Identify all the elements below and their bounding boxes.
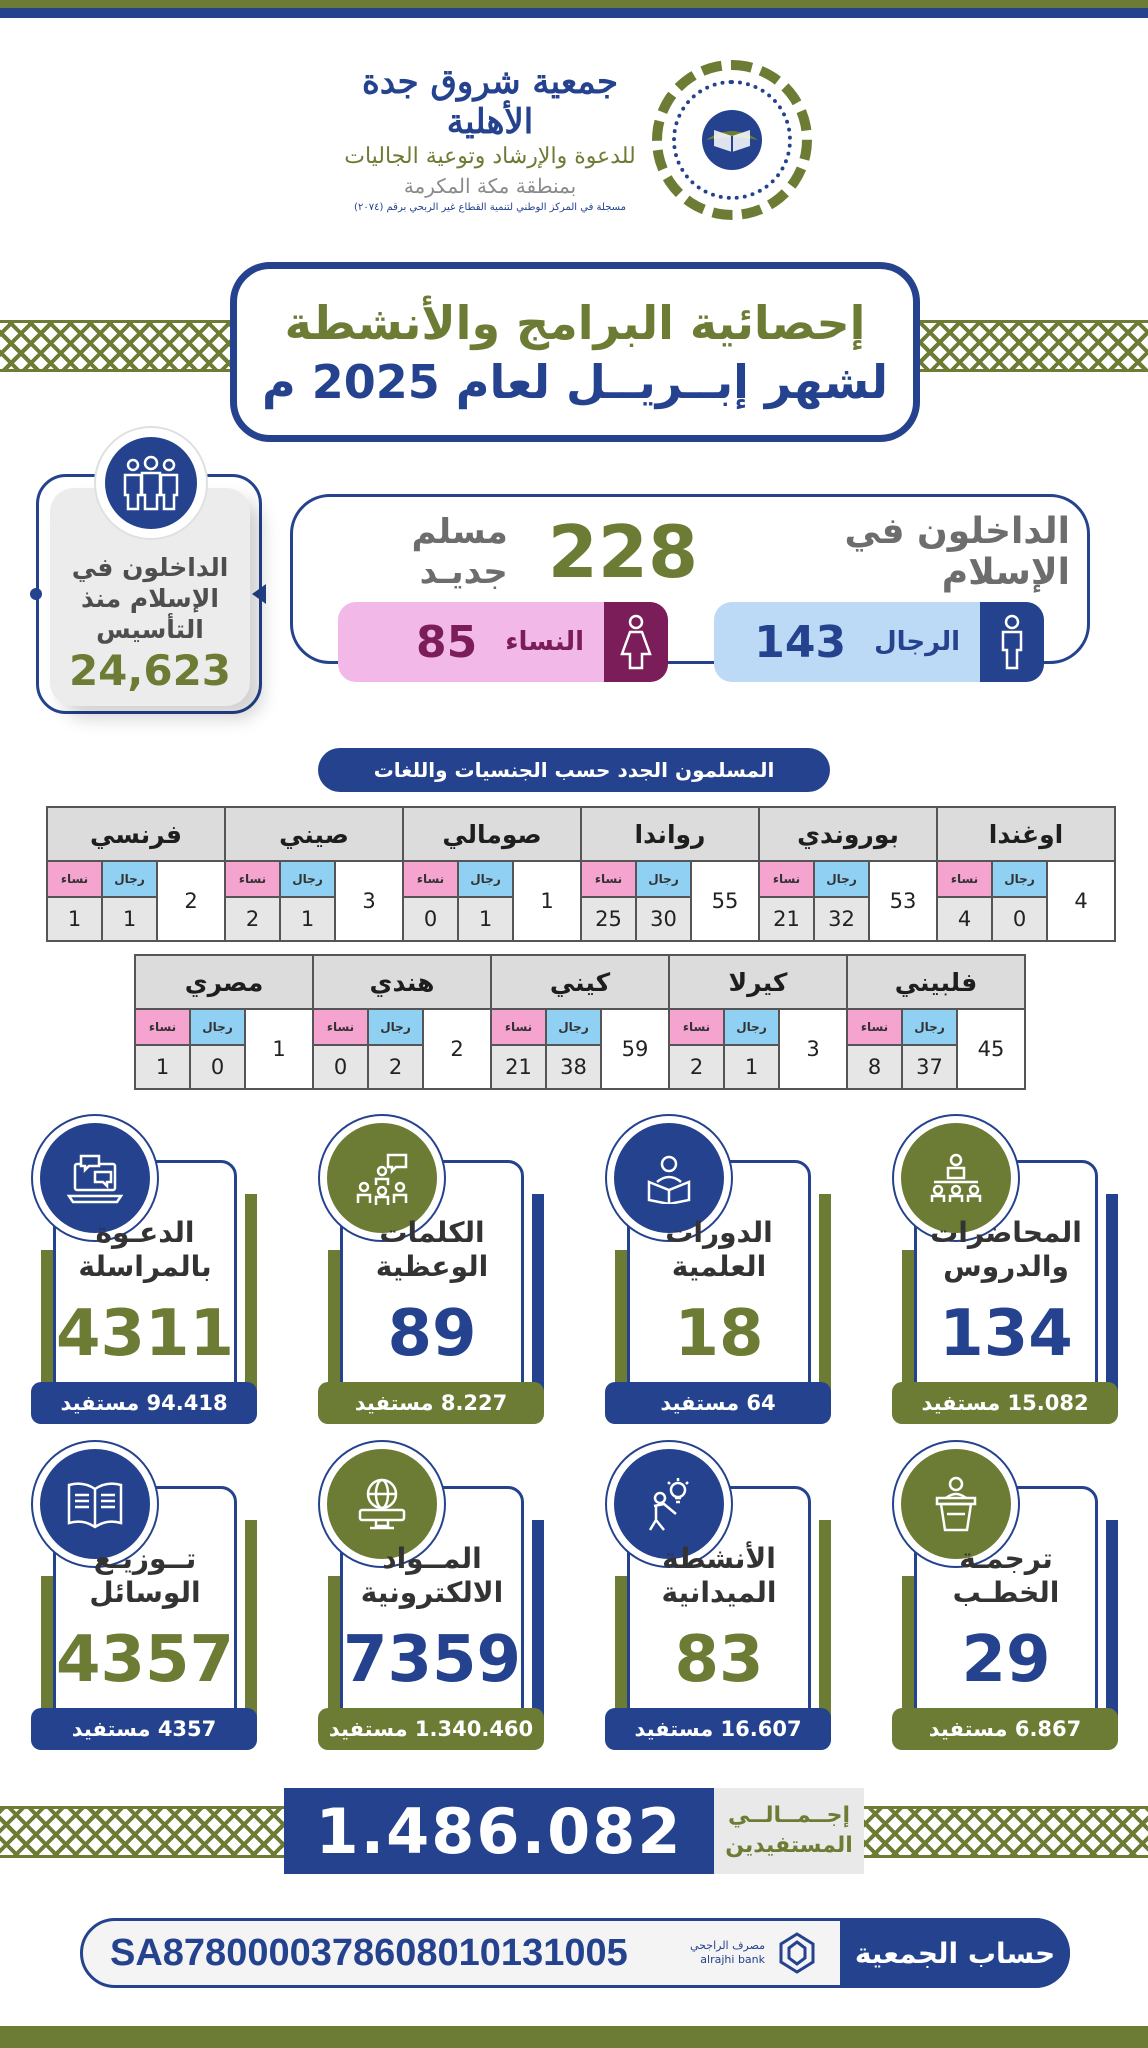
nationality-men: 0 [993, 898, 1046, 940]
nationality-name: بوروندي [760, 808, 936, 862]
stat-beneficiaries: 4357 مستفيد [31, 1708, 257, 1750]
stat-title: المــواد الالكترونية [360, 1542, 504, 1609]
stat-value: 89 [387, 1297, 477, 1371]
bank-name-en: alrajhi bank [700, 1953, 766, 1966]
nationality-men: 2 [369, 1046, 422, 1088]
converts-title: الداخلون في الإسلام [844, 511, 1070, 593]
women-header: نساء [848, 1010, 901, 1046]
nationality-men: 1 [725, 1046, 778, 1088]
men-header: رجال [103, 862, 156, 898]
nationality-total: 53 [868, 862, 936, 940]
stat-beneficiaries: 64 مستفيد [605, 1382, 831, 1424]
nationality-men: 0 [191, 1046, 244, 1088]
nationality-name: صيني [226, 808, 402, 862]
org-tagline: للدعوة والإرشاد وتوعية الجاليات [344, 144, 636, 169]
nationality-name: كيني [492, 956, 668, 1010]
men-header: رجال [369, 1010, 422, 1046]
org-registration: مسجلة في المركز الوطني لتنمية القطاع غير الربحي برقم (٢٠٧٤) [354, 202, 626, 213]
nationalities-row-2 [124, 954, 1026, 1090]
nationality-men: 30 [637, 898, 690, 940]
nationality-cell [402, 806, 582, 942]
bottom-bar [0, 2026, 1148, 2048]
stat-title: الأنشطة الميدانية [661, 1542, 777, 1609]
women-header: نساء [670, 1010, 723, 1046]
nationality-total: 3 [334, 862, 402, 940]
nationality-cell [668, 954, 848, 1090]
org-name: جمعية شروق جدة الأهلية [362, 62, 618, 142]
globe-book-icon [692, 100, 772, 180]
org-name-block [330, 62, 650, 216]
title-badge [230, 262, 920, 442]
men-header: رجال [191, 1010, 244, 1046]
nationality-name: كيرلا [670, 956, 846, 1010]
pattern-strip-right [910, 320, 1148, 372]
top-bar-navy [0, 8, 1148, 18]
nationality-cell [490, 954, 670, 1090]
women-header: نساء [48, 862, 101, 898]
stat-title: تــوزيـع الوسائل [89, 1542, 201, 1609]
stat-beneficiaries: 8.227 مستفيد [318, 1382, 544, 1424]
nationality-total: 4 [1046, 862, 1114, 940]
nationality-name: هندي [314, 956, 490, 1010]
stat-card [31, 1114, 257, 1426]
nationality-cell [312, 954, 492, 1090]
men-value: 143 [754, 616, 847, 668]
stat-card [605, 1114, 831, 1426]
women-label: النساء [505, 627, 584, 657]
nationalities-row-1 [34, 806, 1116, 942]
nationality-total: 1 [244, 1010, 312, 1088]
stat-title: الكلمات الوعظية [375, 1216, 489, 1283]
nationality-women: 1 [48, 898, 101, 940]
nationality-women: 8 [848, 1046, 901, 1088]
pattern-strip-total-right [860, 1806, 1148, 1858]
nationality-men: 1 [281, 898, 334, 940]
women-header: نساء [136, 1010, 189, 1046]
nationality-name: رواندا [582, 808, 758, 862]
nationality-total: 55 [690, 862, 758, 940]
stat-title: المحاضرات والدروس [930, 1216, 1082, 1283]
nationality-total: 2 [422, 1010, 490, 1088]
man-icon [980, 602, 1044, 682]
nationality-men: 32 [815, 898, 868, 940]
women-header: نساء [492, 1010, 545, 1046]
account-label: حساب الجمعية [840, 1918, 1070, 1988]
stat-card [892, 1440, 1118, 1752]
nationality-cell [580, 806, 760, 942]
nationality-women: 21 [760, 898, 813, 940]
bank-name-ar: مصرف الراجحي [690, 1939, 766, 1952]
nationality-men: 1 [459, 898, 512, 940]
men-pill [714, 602, 1044, 682]
nationality-women: 0 [314, 1046, 367, 1088]
nationality-women: 2 [226, 898, 279, 940]
total-beneficiaries-label [714, 1788, 864, 1874]
stat-title: ترجمـة الخطـب [952, 1542, 1060, 1609]
stat-card [605, 1440, 831, 1752]
pattern-strip-total-left [0, 1806, 290, 1858]
men-label: الرجال [874, 627, 960, 657]
stat-beneficiaries: 16.607 مستفيد [605, 1708, 831, 1750]
nationality-cell [46, 806, 226, 942]
founding-dot [30, 588, 42, 600]
women-header: نساء [760, 862, 813, 898]
nationality-name: اوغندا [938, 808, 1114, 862]
title-line2: لشهر إبــريــل لعام 2025 م [262, 355, 888, 409]
nationality-name: مصري [136, 956, 312, 1010]
nationality-name: فلبيني [848, 956, 1024, 1010]
nationality-women: 0 [404, 898, 457, 940]
nationality-women: 2 [670, 1046, 723, 1088]
nationality-cell [134, 954, 314, 1090]
stat-beneficiaries: 15.082 مستفيد [892, 1382, 1118, 1424]
nationality-total: 1 [512, 862, 580, 940]
men-header: رجال [281, 862, 334, 898]
men-header: رجال [459, 862, 512, 898]
women-header: نساء [938, 862, 991, 898]
org-region: بمنطقة مكة المكرمة [403, 174, 577, 198]
women-header: نساء [314, 1010, 367, 1046]
total-label-line2: المستفيدين [725, 1833, 853, 1858]
founding-arrow [252, 584, 266, 604]
women-header: نساء [404, 862, 457, 898]
iban-number[interactable]: SA8780000378608010131005 [110, 1931, 628, 1974]
converts-unit: مسلم جديـد [411, 512, 508, 592]
women-header: نساء [226, 862, 279, 898]
nationality-total: 3 [778, 1010, 846, 1088]
founding-label: الداخلون في الإسلام منذ التأسيس [71, 553, 229, 644]
people-group-icon [119, 455, 183, 511]
org-logo [652, 60, 812, 220]
men-header: رجال [725, 1010, 778, 1046]
nationality-total: 45 [956, 1010, 1024, 1088]
women-pill [338, 602, 668, 682]
men-header: رجال [903, 1010, 956, 1046]
converts-count: 228 [547, 510, 699, 594]
nationality-women: 25 [582, 898, 635, 940]
nationality-cell [224, 806, 404, 942]
total-label-line1: إجــمــالــي [727, 1803, 851, 1828]
converts-header [330, 512, 1070, 592]
stat-card [318, 1114, 544, 1426]
woman-icon [604, 602, 668, 682]
bank-logo [690, 1928, 830, 1978]
founding-icon-badge [96, 428, 206, 538]
stat-title: الدورات العلمية [665, 1216, 773, 1283]
stat-value: 29 [961, 1623, 1051, 1697]
stat-value: 4357 [55, 1623, 235, 1697]
nationality-women: 4 [938, 898, 991, 940]
stat-value: 7359 [342, 1623, 522, 1697]
stat-value: 4311 [55, 1297, 235, 1371]
nationalities-heading: المسلمون الجدد حسب الجنسيات واللغات [318, 748, 830, 792]
stat-value: 83 [674, 1623, 764, 1697]
women-value: 85 [415, 616, 478, 668]
nationality-cell [936, 806, 1116, 942]
stat-card [31, 1440, 257, 1752]
title-line1: إحصائية البرامج والأنشطة [284, 296, 866, 350]
total-beneficiaries-value: 1.486.082 [284, 1788, 714, 1874]
nationality-women: 21 [492, 1046, 545, 1088]
stat-value: 18 [674, 1297, 764, 1371]
nationality-men: 38 [547, 1046, 600, 1088]
stat-beneficiaries: 6.867 مستفيد [892, 1708, 1118, 1750]
nationality-total: 2 [156, 862, 224, 940]
men-header: رجال [815, 862, 868, 898]
nationality-men: 37 [903, 1046, 956, 1088]
nationality-women: 1 [136, 1046, 189, 1088]
pattern-strip-left [0, 320, 240, 372]
nationality-name: فرنسي [48, 808, 224, 862]
nationality-cell [846, 954, 1026, 1090]
stat-value: 134 [939, 1297, 1073, 1371]
stat-title: الدعـوة بالمراسلة [78, 1216, 212, 1283]
men-header: رجال [547, 1010, 600, 1046]
nationality-men: 1 [103, 898, 156, 940]
stat-card [318, 1440, 544, 1752]
founding-value: 24,623 [68, 646, 232, 695]
nationality-total: 59 [600, 1010, 668, 1088]
men-header: رجال [637, 862, 690, 898]
men-header: رجال [993, 862, 1046, 898]
nationality-name: صومالي [404, 808, 580, 862]
stat-beneficiaries: 94.418 مستفيد [31, 1382, 257, 1424]
stat-beneficiaries: 1.340.460 مستفيد [318, 1708, 544, 1750]
top-bar-green [0, 0, 1148, 8]
nationality-cell [758, 806, 938, 942]
women-header: نساء [582, 862, 635, 898]
stat-card [892, 1114, 1118, 1426]
bank-emblem-icon [773, 1930, 821, 1976]
